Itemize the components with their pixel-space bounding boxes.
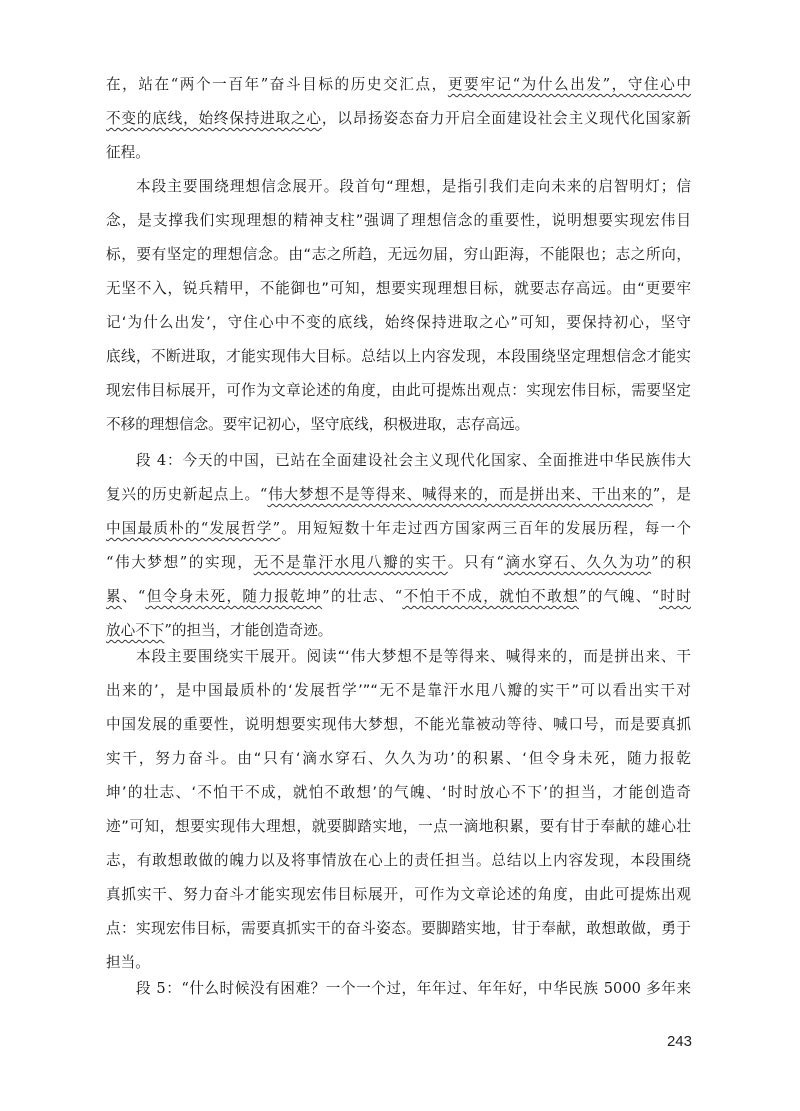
text-line [106,912,691,946]
text-line [106,204,691,238]
underlined-text: 更要牢记“为什么出发”，守住心中 [447,76,691,93]
text-line [106,674,691,708]
paragraph [106,68,691,170]
text-line [106,238,691,272]
underlined-text: 累 [106,588,122,605]
text-line [106,374,691,408]
text-run: 迹”可知，想要实现伟大理想，就要脚踏实地，一点一滴地积累，要有甘于奉献的雄心壮 [106,818,691,835]
text-run: “伟大梦想”的实现， [106,554,254,571]
text-line [106,136,691,170]
underlined-text: 滴水穿石、久久为功 [503,554,652,571]
text-line [106,640,691,674]
text-line [106,68,691,102]
paragraph [106,640,691,980]
page-number: 243 [666,1033,692,1050]
text-line [106,546,691,580]
text-run: ”的积 [651,554,691,571]
paragraph [106,972,691,1006]
text-run: 实干，努力奋斗。由“只有‘滴水穿石、久久为功’的积累、‘但令身未死，随力报乾 [106,750,691,767]
text-run: 本段主要围绕实干展开。阅读“‘伟大梦想不是等得来、喊得来的，而是拼出来、干 [136,648,691,665]
text-run: 。用短短数十年走过西方国家两三百年的发展历程，每一个 [280,520,691,537]
text-run: 复兴的历史新起点上。“ [106,486,268,503]
paragraph [106,170,691,442]
text-run: 担当。 [106,954,150,971]
text-run: 出来的’，是中国最质朴的‘发展哲学’”“无不是靠汗水甩八瓣的实干”可以看出实干对 [106,682,691,699]
text-run: 在，站在“两个一百年”奋斗目标的历史交汇点， [106,76,448,93]
text-run: 念，是支撑我们实现理想的精神支柱”强调了理想信念的重要性，说明想要实现宏伟目 [106,212,691,229]
text-run: 征程。 [106,144,150,161]
text-run: ”的壮志、“ [322,588,403,605]
text-run: ，以昂扬姿态奋力开启全面建设社会主义现代化国家新 [321,110,691,127]
text-line [106,776,691,810]
text-run: 现宏伟目标展开，可作为文章论述的角度，由此可提炼出观点：实现宏伟目标，需要坚定 [106,382,691,399]
text-run: 中国发展的重要性，说明想要实现伟大梦想，不能光靠被动等待、喊口号，而是要真抓 [106,716,691,733]
text-run: 标，要有坚定的理想信念。由“志之所趋，无远勿届，穷山距海，不能限也；志之所向， [106,246,691,263]
text-run: ”的气魄、“ [579,588,660,605]
text-line [106,408,691,442]
text-run: 不移的理想信念。要牢记初心，坚守底线，积极进取，志存高远。 [106,416,530,433]
underlined-text: 但令身未死，随力报乾坤 [145,588,323,605]
text-line [106,810,691,844]
text-run: 。只有“ [447,554,504,571]
text-line [106,306,691,340]
text-run: 志，有敢想敢做的魄力以及将事情放在心上的责任担当。总结以上内容发现，本段围绕 [106,852,691,869]
text-run: ”，是 [652,486,691,503]
text-run: 段 4：今天的中国，已站在全面建设社会主义现代化国家、全面推进中华民族伟大 [136,452,691,469]
text-run: 、“ [121,588,146,605]
text-line [106,478,691,512]
text-line [106,512,691,546]
underlined-text: 时时 [659,588,691,605]
text-line [106,742,691,776]
text-run: 本段主要围绕理想信念展开。段首句“理想，是指引我们走向未来的启智明灯；信 [136,178,691,195]
underlined-text: 无不是靠汗水甩八瓣的实干 [253,554,448,571]
underlined-text: 不怕干不成，就怕不敢想 [402,588,579,605]
text-line [106,170,691,204]
text-line [106,102,691,136]
text-run: 坤’的壮志、‘不怕干不成，就怕不敢想’的气魄、‘时时放心不下’的担当，才能创造奇 [106,784,691,801]
text-run: 真抓实干、努力奋斗才能实现宏伟目标展开，可作为文章论述的角度，由此可提炼出观 [106,886,691,903]
text-line [106,580,691,614]
text-line [106,972,691,1006]
text-line [106,272,691,306]
text-run: 点：实现宏伟目标，需要真抓实干的奋斗姿态。要脚踏实地，甘于奉献，敢想敢做，勇于 [106,920,691,937]
text-line [106,444,691,478]
text-line [106,878,691,912]
underlined-text: 放心不下 [106,622,165,639]
text-line [106,340,691,374]
text-line [106,708,691,742]
underlined-text: 中国最质朴的“发展哲学” [106,520,281,537]
text-line [106,844,691,878]
underlined-text: 不变的底线，始终保持进取之心 [106,110,322,127]
text-run: 底线，不断进取，才能实现伟大目标。总结以上内容发现，本段围绕坚定理想信念才能实 [106,348,691,365]
paragraph [106,444,691,648]
text-run: 无坚不入，锐兵精甲，不能御也”可知，想要实现理想目标，就要志存高远。由“更要牢 [106,280,691,297]
text-run: 段 5：“什么时候没有困难？一个一个过，年年过、年年好，中华民族 5000 多年来 [136,980,691,997]
text-run: 记‘为什么出发’，守住心中不变的底线，始终保持进取之心”可知，要保持初心，坚守 [106,314,691,331]
underlined-text: 伟大梦想不是等得来、喊得来的，而是拼出来、干出来的 [267,486,653,503]
text-run: ”的担当，才能创造奇迹。 [164,622,333,639]
